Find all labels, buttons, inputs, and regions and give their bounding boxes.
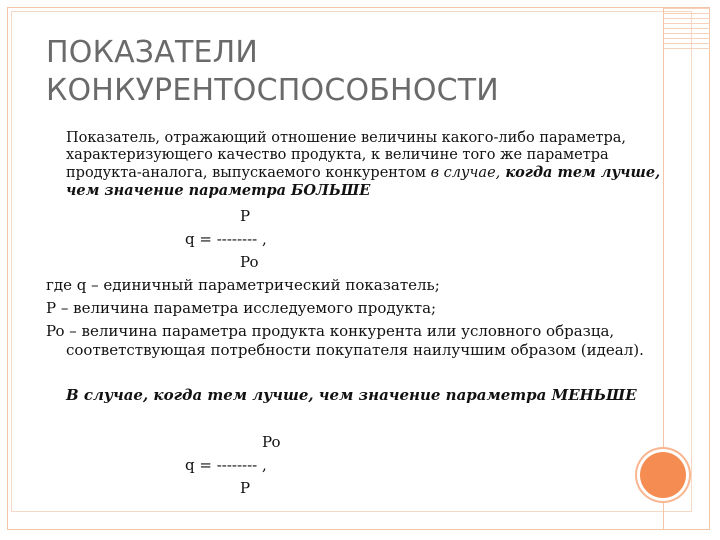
formula2-numerator: Po bbox=[262, 433, 281, 451]
slide-title-line1: ПОКАЗАТЕЛИ bbox=[46, 35, 259, 70]
definition-po-continued: соответствующая потребности покупателя наилучшим образом (идеал). bbox=[66, 341, 644, 359]
decorative-orange-circle bbox=[640, 452, 686, 498]
formula1-numerator: P bbox=[240, 207, 251, 225]
definition-po: Po – величина параметра продукта конкурента или условного образца, bbox=[46, 322, 615, 340]
definition-q: где q – единичный параметрический показатель; bbox=[46, 276, 440, 294]
intro-paragraph-emphasis: когда тем лучше, чем значение параметра БОЛЬШЕ bbox=[66, 164, 661, 199]
formula2-denominator: P bbox=[240, 479, 251, 497]
formula2-lhs: q = -------- , bbox=[185, 456, 267, 474]
decorative-stripes bbox=[664, 8, 710, 53]
formula1-denominator: Po bbox=[240, 253, 259, 271]
slide-title-line2: КОНКУРЕНТОСПОСОБНОСТИ bbox=[46, 73, 499, 108]
formula1-lhs: q = -------- , bbox=[185, 230, 267, 248]
intro-paragraph-italic: в случае, bbox=[430, 165, 501, 181]
slide-title bbox=[46, 34, 499, 110]
intro-paragraph bbox=[66, 130, 686, 200]
case-smaller-heading: В случае, когда тем лучше, чем значение параметра МЕНЬШЕ bbox=[66, 386, 637, 404]
intro-paragraph-text: Показатель, отражающий отношение величины какого-либо параметра, характеризующего качество продукта, к величине того же параметра продукта-аналога, выпускаемого конкурентом bbox=[66, 130, 626, 181]
definition-p: P – величина параметра исследуемого продукта; bbox=[46, 299, 437, 317]
